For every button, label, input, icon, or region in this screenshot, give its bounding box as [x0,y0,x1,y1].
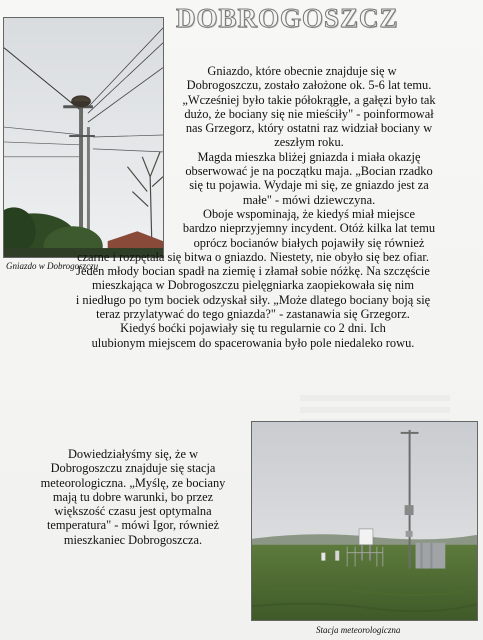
nest-photo-caption: Gniazdo w Dobrogoszczu [6,261,99,271]
sidebar-text [18,447,248,547]
article-line: oprócz bocianów białych pojawiły się również [193,235,425,250]
article-line: Kiedyś boćki pojawiały się tu regularnie co 2 dni. Ich [120,321,386,336]
sidebar-line: mają tu dobre warunki, bo przez [52,489,214,504]
sidebar-line: większość czasu jest optymalna [54,504,212,519]
article-line: „Wcześniej było takie półokrągłe, a gałęzi było tak [182,92,436,107]
article-body [38,64,468,350]
article-line: bardzo nieprzyjemny incydent. Otóż kilka lat temu [182,221,436,236]
article-line: się tu pojawia. Wydaje mi się, ze gniazdo jest za [189,178,429,193]
sidebar-line: Dowiedziałyśmy się, że w [67,447,199,461]
article-line: obserwować je na początku maja. „Bocian rzadko [185,164,433,179]
weather-station-photo-image [252,422,477,620]
article-line: dużo, że bociany się nie mieściły" - poinformował [184,106,434,121]
sidebar-line: temperatura" - mówi Igor, również [46,518,220,533]
article-line: małe" - mówi dziewczyna. [242,192,376,207]
article-line: zeszłym roku. [274,135,344,150]
article-line: mieszkająca w Dobrogoszczu pielęgniarka zaopiekowała się nim [91,278,415,293]
article-line: nas Grzegorz, który ostatni raz widział bociany w [185,121,433,136]
article-line: Oboje wspominają, że kiedyś miał miejsce [203,206,415,221]
article-line: Dobrogoszczu, zostało założone ok. 5-6 lat temu. [186,78,432,93]
article-line: ulubionym miejscem do spacerowania było pole niedaleko rowu. [91,335,415,350]
article-line: Gniazdo, które obecnie znajduje się w [207,64,397,78]
page-title: DOBROGOSZCZ [176,3,399,33]
article-line: i niedługo po tym bociek odzyskał siły. „Może dlatego bociany boją się [75,292,431,307]
weather-station-photo [251,421,478,621]
sidebar-line: Dobrogoszczu znajduje się stacja [50,461,216,476]
article-line: czarne i rozpętała się bitwa o gniazdo. Niestety, nie obyło się bez ofiar. [77,249,429,264]
sidebar-line: mieszkaniec Dobrogoszcza. [63,532,203,547]
article-line: Jeden młody bocian spadł na ziemię i złamał sobie nóżkę. Na szczęście [76,264,430,279]
article-line: teraz przylatywać do tego gniazda?" - zastanawia się Grzegorz. [96,307,410,322]
sidebar-line: meteorologiczna. „Myślę, ze bociany [40,475,226,490]
article-line: Magda mieszka bliżej gniazda i miała okazję [197,149,421,164]
weather-station-photo-caption: Stacja meteorologiczna [316,625,401,635]
